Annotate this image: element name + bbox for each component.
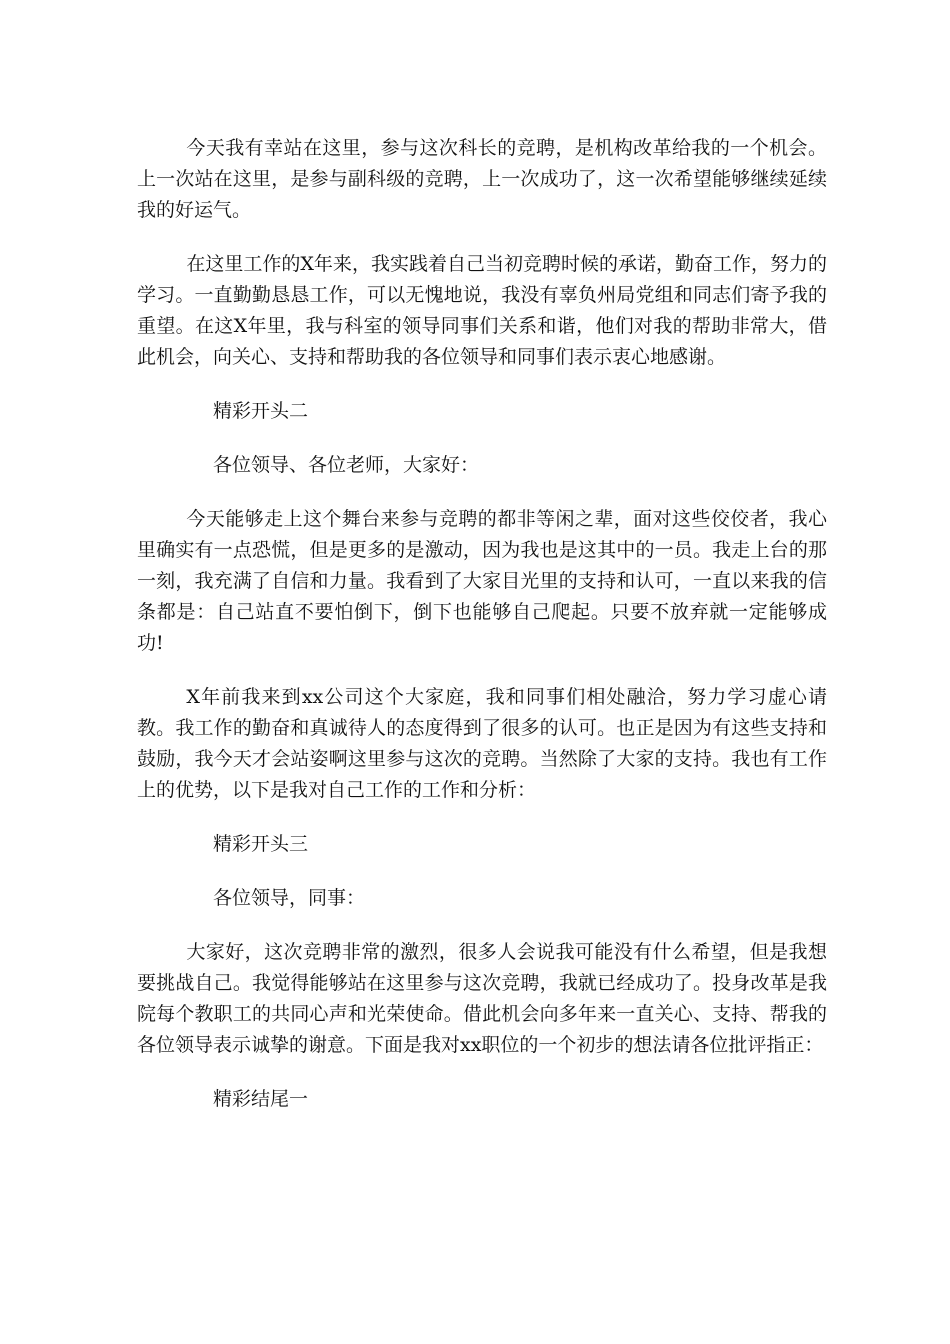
section-heading-opening-two: 精彩开头二 (213, 400, 309, 422)
section-heading-ending-one: 精彩结尾一 (213, 1088, 309, 1110)
section-heading-opening-three: 精彩开头三 (213, 833, 309, 855)
spacer (137, 914, 827, 937)
paragraph-company: X年前我来到xx公司这个大家庭，我和同事们相处融洽，努力学习虚心请教。我工作的勤奋和真诚待人的态度得到了很多的认可。也正是因为有这些支持和鼓励，我今天才会站姿啊这里参与这次的竞聘。当然除了大家的支持。我也有工作上的优势，以下是我对自己工作的工作和分析： (137, 686, 827, 801)
document-page (137, 133, 827, 1115)
paragraph-work-years: 在这里工作的X年来，我实践着自己当初竞聘时候的承诺，勤奋工作，努力的学习。一直勤勤恳恳工作，可以无愧地说，我没有辜负州局党组和同志们寄予我的重望。在这X年里，我与科室的领导同事们关系和谐，他们对我的帮助非常大，借此机会，向关心、支持和帮助我的各位领导和同事们表示衷心地感谢。 (137, 253, 827, 368)
spacer (137, 659, 827, 682)
spacer (137, 1061, 827, 1084)
paragraph-challenge: 大家好，这次竞聘非常的激烈，很多人会说我可能没有什么希望，但是我想要挑战自己。我觉得能够站在这里参与这次竞聘，我就已经成功了。投身改革是我院每个教职工的共同心声和光荣使命。借此机会向多年来一直关心、支持、帮我的各位领导表示诚挚的谢意。下面是我对xx职位的一个初步的想法请各位批评指正： (137, 941, 827, 1056)
paragraph-stage: 今天能够走上这个舞台来参与竞聘的都非等闲之辈，面对这些佼佼者，我心里确实有一点恐慌，但是更多的是激动，因为我也是这其中的一员。我走上台的那一刻，我充满了自信和力量。我看到了大家目光里的支持和认可，一直以来我的信条都是：自己站直不要怕倒下，倒下也能够自己爬起。只要不放弃就一定能够成功! (137, 508, 827, 654)
paragraph-intro: 今天我有幸站在这里，参与这次科长的竞聘，是机构改革给我的一个机会。上一次站在这里，是参与副科级的竞聘，上一次成功了，这一次希望能够继续延续我的好运气。 (137, 137, 827, 221)
spacer (137, 373, 827, 396)
spacer (137, 226, 827, 249)
spacer (137, 860, 827, 883)
spacer (137, 427, 827, 450)
greeting-leaders-colleagues: 各位领导，同事： (213, 887, 366, 909)
spacer (137, 481, 827, 504)
greeting-leaders-teachers: 各位领导、各位老师，大家好： (213, 454, 480, 476)
spacer (137, 806, 827, 829)
